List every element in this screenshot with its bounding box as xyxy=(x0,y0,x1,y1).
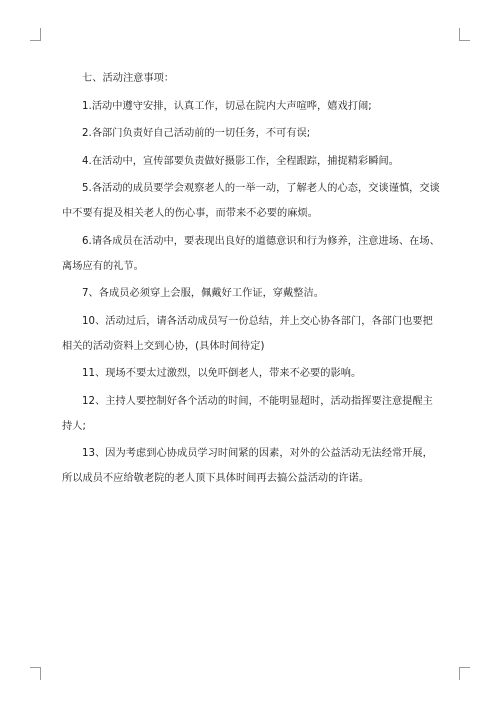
list-item: 1.活动中遵守安排，认真工作，切忌在院内大声喧哗，嬉戏打闹; xyxy=(82,100,372,112)
list-item: 2.各部门负责好自己活动前的一切任务，不可有误; xyxy=(82,128,311,139)
list-item: 5.各活动的成员要学会观察老人的一举一动，了解老人的心态，交谈谨慎，交谈中不要有提及相关老人的伤心事，而带来不必要的麻烦。 xyxy=(62,183,440,219)
list-item: 13、因为考虑到心协成员学习时间紧的因素，对外的公益活动无法经常开展，所以成员不应给敬老院的老人顶下具体时间再去搞公益活动的许诺。 xyxy=(62,448,433,484)
crop-mark-top-right xyxy=(459,28,470,41)
list-item: 11、现场不要太过激烈，以免吓倒老人，带来不必要的影响。 xyxy=(82,368,362,379)
section-heading: 七、活动注意事项： xyxy=(82,73,175,84)
list-item: 6.请各成员在活动中，要表现出良好的道德意识和行为修养，注意进场、在场、离场应有的礼节。 xyxy=(62,235,440,272)
crop-mark-bottom-left xyxy=(30,667,41,680)
crop-mark-top-left xyxy=(30,28,41,41)
list-item: 7、各成员必须穿上会服，佩戴好工作证，穿戴整洁。 xyxy=(82,288,324,299)
list-item: 4.在活动中，宣传部要负责做好摄影工作，全程跟踪，捕捉精彩瞬间。 xyxy=(82,155,399,167)
crop-mark-bottom-right xyxy=(459,667,470,680)
list-item: 12、主持人要控制好各个活动的时间，不能明显超时，活动指挥要注意提醒主持人; xyxy=(62,395,433,432)
document-body xyxy=(62,66,440,494)
list-item: 10、活动过后，请各活动成员写一份总结，并上交心协各部门，各部门也要把相关的活动资料上交到心协，(具体时间待定) xyxy=(62,315,433,352)
